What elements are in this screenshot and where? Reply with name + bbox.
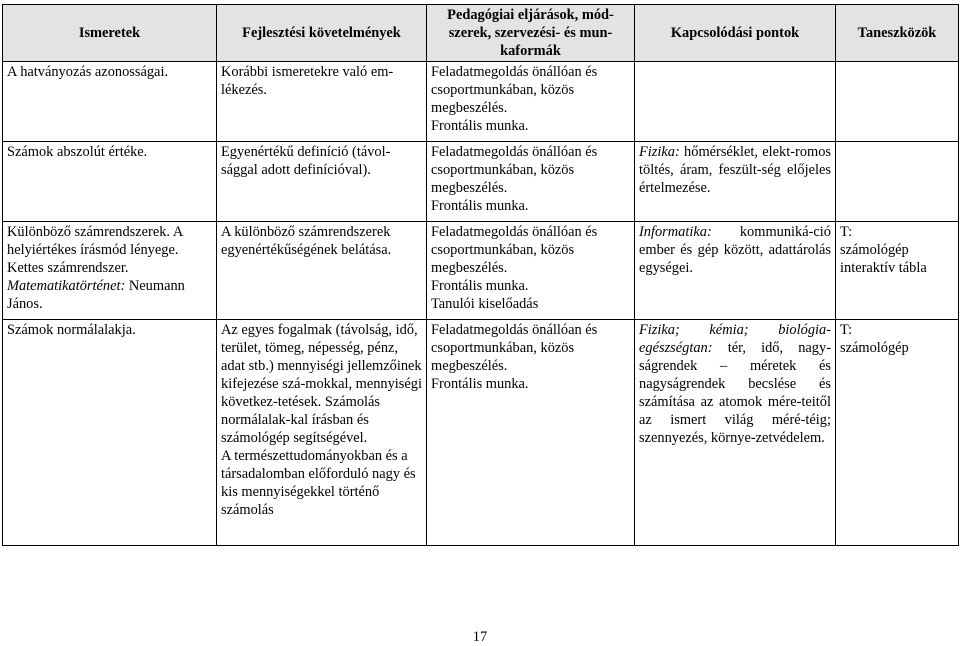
cell-kapcsolodas	[635, 142, 836, 222]
cell-ismeretek	[3, 222, 217, 320]
cell-text: Feladatmegoldás önállóan és	[431, 224, 598, 240]
cell-text: T:	[840, 224, 853, 240]
cell-text: Számok abszolút értéke.	[7, 144, 148, 160]
cell-kapcsolodas	[635, 62, 836, 142]
subject-label: Fizika; kémia; biológia-egészségtan:	[639, 322, 831, 356]
table-row	[3, 142, 959, 222]
cell-text: megbeszélés.	[431, 180, 508, 196]
cell-text: Az egyes fogalmak (távolság, idő, terület, tömeg, népesség, pénz, adat stb.) mennyiségi jellemzőinek kifejezése szá-mokkal, mennyiségi következ-tetések. Számolás normálalak-kal írásban és számológép segítségével.	[221, 322, 422, 446]
table-row	[3, 222, 959, 320]
header-pedagogiai-eljarasok: Pedagógiai eljárások, mód-szerek, szervezési- és mun-kaformák	[427, 5, 635, 62]
cell-eszkoz	[836, 222, 959, 320]
cell-text: interaktív tábla	[840, 260, 927, 276]
cell-eszkoz	[836, 62, 959, 142]
cell-text: Frontális munka.	[431, 198, 529, 214]
cell-text: tér, idő, nagy-ságrendek – méretek és nagyságrendek becslése és számítása az atomok mére-teitől az ismert világ méré-téig; szennyezés, környe-zetvédelem.	[639, 340, 831, 446]
cell-text: csoportmunkában, közös	[431, 340, 575, 356]
cell-text: Kettes számrendszer.	[7, 260, 129, 276]
cell-kapcsolodas	[635, 320, 836, 546]
cell-text: kommuniká-ció ember és gép között, adattárolás egységei.	[639, 224, 831, 276]
cell-text: sággal adott definícióval).	[221, 162, 371, 178]
subject-label: Fizika:	[639, 144, 680, 160]
header-ismeretek: Ismeretek	[3, 5, 217, 62]
cell-ismeretek	[3, 62, 217, 142]
cell-eszkoz	[836, 320, 959, 546]
cell-text: Frontális munka.	[431, 118, 529, 134]
subject-label: Matematikatörténet:	[7, 278, 126, 294]
cell-text: számológép	[840, 340, 909, 356]
cell-text: Különböző számrendszerek. A helyiértékes írásmód lényege.	[7, 224, 183, 258]
cell-text: csoportmunkában, közös	[431, 242, 575, 258]
cell-text: A hatványozás azonosságai.	[7, 64, 169, 80]
header-taneszkozok: Taneszközök	[836, 5, 959, 62]
cell-eljaras	[427, 62, 635, 142]
cell-eljaras	[427, 222, 635, 320]
cell-text: Feladatmegoldás önállóan és	[431, 64, 598, 80]
cell-kapcsolodas	[635, 222, 836, 320]
cell-ismeretek	[3, 320, 217, 546]
cell-text: Neumann János.	[7, 278, 185, 312]
cell-ismeretek	[3, 142, 217, 222]
cell-text: A különböző számrendszerek	[221, 224, 391, 240]
subject-label: Informatika:	[639, 224, 712, 240]
cell-text: T:	[840, 322, 853, 338]
cell-text: lékezés.	[221, 82, 267, 98]
table-row	[3, 320, 959, 546]
header-kapcsolodasi-pontok: Kapcsolódási pontok	[635, 5, 836, 62]
cell-kovetelmeny	[217, 62, 427, 142]
cell-text: Frontális munka.	[431, 278, 529, 294]
cell-text: A természettudományokban és a társadalomban előforduló nagy és kis mennyiségekkel történő számolás	[221, 448, 416, 518]
cell-kovetelmeny	[217, 320, 427, 546]
cell-text: hőmérséklet, elekt-romos töltés, áram, feszült-ség előjeles értelmezése.	[639, 144, 831, 196]
cell-text: Korábbi ismeretekre való em-	[221, 64, 394, 80]
cell-kovetelmeny	[217, 142, 427, 222]
cell-text: Tanulói kiselőadás	[431, 296, 539, 312]
cell-text: Egyenértékű definíció (távol-	[221, 144, 391, 160]
cell-text: számológép	[840, 242, 909, 258]
cell-text: Feladatmegoldás önállóan és	[431, 144, 598, 160]
table-row	[3, 62, 959, 142]
cell-text: Feladatmegoldás önállóan és	[431, 322, 598, 338]
cell-text: Frontális munka.	[431, 376, 529, 392]
cell-text: megbeszélés.	[431, 358, 508, 374]
cell-text: Számok normálalakja.	[7, 322, 136, 338]
cell-eszkoz	[836, 142, 959, 222]
page-number: 17	[472, 629, 488, 645]
cell-text: megbeszélés.	[431, 100, 508, 116]
table-header-row	[3, 5, 959, 62]
cell-eljaras	[427, 142, 635, 222]
header-fejlesztesi-kovetelmenyek: Fejlesztési követelmények	[217, 5, 427, 62]
cell-text: csoportmunkában, közös	[431, 82, 575, 98]
cell-text: egyenértékűségének belátása.	[221, 242, 392, 258]
cell-text: megbeszélés.	[431, 260, 508, 276]
curriculum-table	[2, 4, 959, 546]
cell-kovetelmeny	[217, 222, 427, 320]
cell-text: csoportmunkában, közös	[431, 162, 575, 178]
cell-eljaras	[427, 320, 635, 546]
